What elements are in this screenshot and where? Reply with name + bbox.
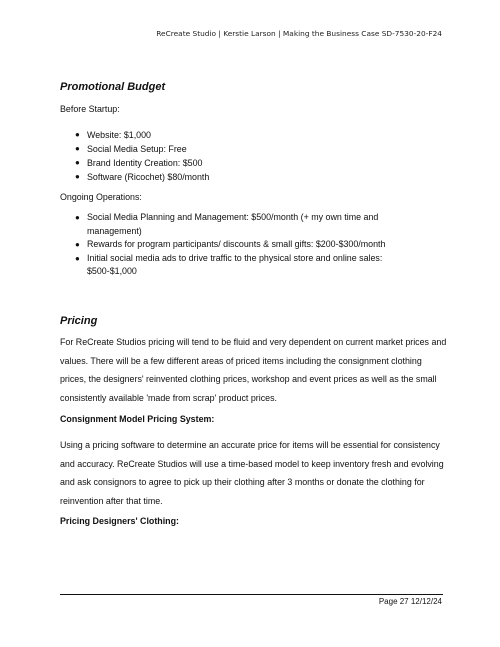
bullet-icon: ●	[75, 158, 80, 167]
pricing-title: Pricing	[60, 315, 98, 327]
list-item: ● Social Media Planning and Management: $500/month (+ my own time and management)	[75, 212, 379, 236]
promotional-budget-title: Promotional Budget	[60, 81, 166, 93]
consignment-text: Using a pricing software to determine an accurate price for items will be essential for consistency and accuracy. ReCreate Studios will use a time-based model to keep inventory fresh and evolving and ask consignors to agree to pick up their clothing after 3 months or donate the clothing for reinvention after that time.	[60, 440, 444, 506]
list-item: ● Website: $1,000	[75, 130, 151, 140]
list-item: ● Software (Ricochet) $80/month	[75, 172, 210, 182]
before-startup-list	[60, 128, 450, 184]
pricing-intro: For ReCreate Studios pricing will tend to be fluid and very dependent on current market prices and values. There will be a few different areas of priced items including the consignment clothing prices, the designers' reinvented clothing prices, workshop and event prices as well as the small consistently available 'made from scrap' product prices.	[60, 337, 447, 403]
ongoing-operations-list	[60, 211, 400, 279]
designers-heading: Pricing Designers' Clothing:	[60, 516, 179, 526]
list-item: ● Brand Identity Creation: $500	[75, 158, 203, 168]
list-item: ● Initial social media ads to drive traffic to the physical store and online sales: $500-$1,000	[75, 252, 383, 276]
bullet-icon: ●	[75, 253, 80, 263]
list-item: ● Social Media Setup: Free	[75, 144, 187, 154]
footer-divider	[60, 594, 443, 595]
bullet-icon: ●	[75, 172, 80, 181]
running-header: ReCreate Studio | Kerstie Larson | Making the Business Case SD-7530-20-F24	[156, 29, 442, 38]
bullet-icon: ●	[75, 240, 80, 249]
bullet-icon: ●	[75, 144, 80, 153]
bullet-icon: ●	[75, 130, 80, 139]
list-item: ● Rewards for program participants/ discounts & small gifts: $200-$300/month	[60, 238, 400, 252]
bullet-icon: ●	[75, 213, 80, 222]
ongoing-operations-label: Ongoing Operations:	[60, 192, 142, 202]
before-startup-label: Before Startup:	[60, 104, 120, 114]
consignment-heading: Consignment Model Pricing System:	[60, 414, 215, 424]
page-footer: Page 27 12/12/24	[378, 597, 442, 606]
